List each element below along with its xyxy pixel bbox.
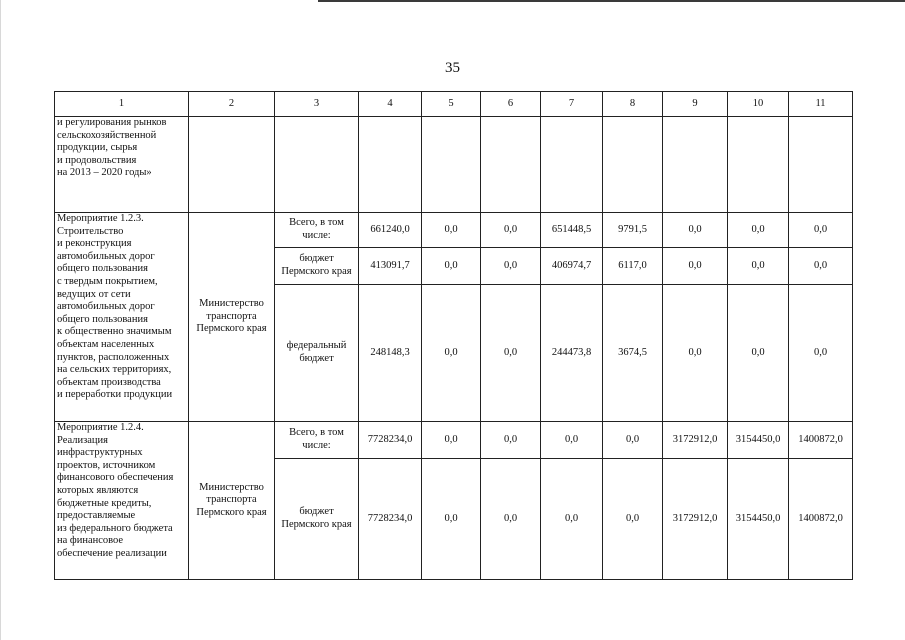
text-line: на 2013 – 2020 годы» <box>57 167 152 179</box>
text-line: Пермского края <box>281 266 352 277</box>
header-cell: 2 <box>189 92 275 117</box>
text-line: и продовольствия <box>57 154 137 166</box>
table-row <box>55 117 853 213</box>
empty-cell <box>603 117 663 213</box>
header-cell: 3 <box>275 92 359 117</box>
text-line: Всего, в том <box>289 217 344 229</box>
text-line: обеспечение реализации <box>57 547 167 559</box>
text-line: Мероприятие 1.2.3. <box>57 213 144 224</box>
value-cell: 3154450,0 <box>728 422 789 459</box>
header-cell: 8 <box>603 92 663 117</box>
text-line: на финансовое <box>57 535 124 547</box>
empty-cell <box>189 117 275 213</box>
funding-source <box>275 285 359 422</box>
value-cell: 244473,8 <box>541 285 603 422</box>
text-line: бюджет <box>299 506 334 518</box>
table-row <box>55 213 853 248</box>
header-cell: 11 <box>789 92 853 117</box>
text-line: пунктов, расположенных <box>57 351 170 363</box>
empty-cell <box>728 117 789 213</box>
value-cell: 6117,0 <box>603 248 663 285</box>
header-cell: 5 <box>422 92 481 117</box>
value-cell: 413091,7 <box>359 248 422 285</box>
value-cell: 0,0 <box>789 248 853 285</box>
value-cell: 0,0 <box>663 248 728 285</box>
value-cell: 9791,5 <box>603 213 663 248</box>
executor-cell <box>189 422 275 580</box>
value-cell: 0,0 <box>422 285 481 422</box>
text-line: объектам производства <box>57 376 161 388</box>
text-line: Министерство <box>199 298 264 310</box>
value-cell: 3172912,0 <box>663 422 728 459</box>
text-line: транспорта <box>206 494 257 506</box>
text-line: Мероприятие 1.2.4. <box>57 422 144 433</box>
top-rule <box>318 0 905 2</box>
text-line: и регулирования рынков <box>57 117 167 128</box>
funding-source <box>275 248 359 285</box>
value-cell: 0,0 <box>481 213 541 248</box>
text-line: объектам населенных <box>57 338 155 350</box>
text-line: бюджетные кредиты, <box>57 497 152 509</box>
text-line: предоставляемые <box>57 510 136 522</box>
page-number: 35 <box>445 60 460 76</box>
text-line: ведущих от сети <box>57 288 131 300</box>
text-line: проектов, источником <box>57 459 156 471</box>
funding-source <box>275 459 359 580</box>
text-line: Пермского края <box>196 323 267 335</box>
text-line: финансового обеспечения <box>57 472 174 484</box>
text-line: федеральный <box>286 340 347 352</box>
header-row <box>55 92 853 117</box>
text-line: бюджет <box>299 253 334 265</box>
text-line: Реализация <box>57 434 108 446</box>
value-cell: 248148,3 <box>359 285 422 422</box>
text-line: с твердым покрытием, <box>57 275 158 287</box>
text-line: сельскохозяйственной <box>57 129 157 141</box>
value-cell: 0,0 <box>422 213 481 248</box>
value-cell: 7728234,0 <box>359 459 422 580</box>
text-line: инфраструктурных <box>57 447 143 459</box>
table-row <box>55 422 853 459</box>
value-cell: 0,0 <box>728 248 789 285</box>
text-line: автомобильных дорог <box>57 250 155 262</box>
header-cell: 1 <box>55 92 189 117</box>
text-line: Пермского края <box>281 519 352 530</box>
text-line: Строительство <box>57 225 124 237</box>
text-line: автомобильных дорог <box>57 301 155 313</box>
value-cell: 0,0 <box>663 285 728 422</box>
executor-cell <box>189 213 275 422</box>
value-cell: 3154450,0 <box>728 459 789 580</box>
empty-cell <box>663 117 728 213</box>
value-cell: 0,0 <box>603 422 663 459</box>
value-cell: 406974,7 <box>541 248 603 285</box>
page-left-edge <box>0 0 1 640</box>
text-line: Всего, в том <box>289 427 344 439</box>
text-line: общего пользования <box>57 263 148 275</box>
value-cell: 661240,0 <box>359 213 422 248</box>
empty-cell <box>275 117 359 213</box>
empty-cell <box>789 117 853 213</box>
header-cell: 4 <box>359 92 422 117</box>
value-cell: 0,0 <box>789 285 853 422</box>
value-cell: 1400872,0 <box>789 459 853 580</box>
value-cell: 3674,5 <box>603 285 663 422</box>
value-cell: 0,0 <box>481 248 541 285</box>
value-cell: 651448,5 <box>541 213 603 248</box>
value-cell: 0,0 <box>663 213 728 248</box>
text-line: Пермского края <box>196 506 267 518</box>
program-table <box>54 91 853 580</box>
measure-description <box>55 422 189 580</box>
header-cell: 7 <box>541 92 603 117</box>
text-line: транспорта <box>206 310 257 322</box>
text-line: продукции, сырья <box>57 142 138 154</box>
value-cell: 0,0 <box>481 459 541 580</box>
value-cell: 0,0 <box>422 459 481 580</box>
empty-cell <box>541 117 603 213</box>
value-cell: 1400872,0 <box>789 422 853 459</box>
value-cell: 0,0 <box>541 422 603 459</box>
measure-description <box>55 213 189 422</box>
header-cell: 6 <box>481 92 541 117</box>
text-line: и реконструкция <box>57 238 132 250</box>
value-cell: 0,0 <box>422 248 481 285</box>
value-cell: 0,0 <box>481 285 541 422</box>
header-cell: 10 <box>728 92 789 117</box>
value-cell: 0,0 <box>481 422 541 459</box>
text-line: бюджет <box>299 353 334 364</box>
value-cell: 3172912,0 <box>663 459 728 580</box>
empty-cell <box>422 117 481 213</box>
text-line: Министерство <box>199 481 264 493</box>
continuation-text <box>55 117 189 213</box>
text-line: и переработки продукции <box>57 389 173 401</box>
text-line: к общественно значимым <box>57 326 172 338</box>
text-line: на сельских территориях, <box>57 364 172 376</box>
value-cell: 0,0 <box>789 213 853 248</box>
text-line: которых являются <box>57 484 139 496</box>
funding-source <box>275 213 359 248</box>
funding-source <box>275 422 359 459</box>
text-line: числе: <box>302 440 331 451</box>
value-cell: 0,0 <box>728 213 789 248</box>
text-line: из федерального бюджета <box>57 522 173 534</box>
header-cell: 9 <box>663 92 728 117</box>
value-cell: 0,0 <box>603 459 663 580</box>
text-line: общего пользования <box>57 313 148 325</box>
value-cell: 0,0 <box>422 422 481 459</box>
value-cell: 7728234,0 <box>359 422 422 459</box>
value-cell: 0,0 <box>728 285 789 422</box>
value-cell: 0,0 <box>541 459 603 580</box>
empty-cell <box>481 117 541 213</box>
text-line: числе: <box>302 230 331 241</box>
empty-cell <box>359 117 422 213</box>
